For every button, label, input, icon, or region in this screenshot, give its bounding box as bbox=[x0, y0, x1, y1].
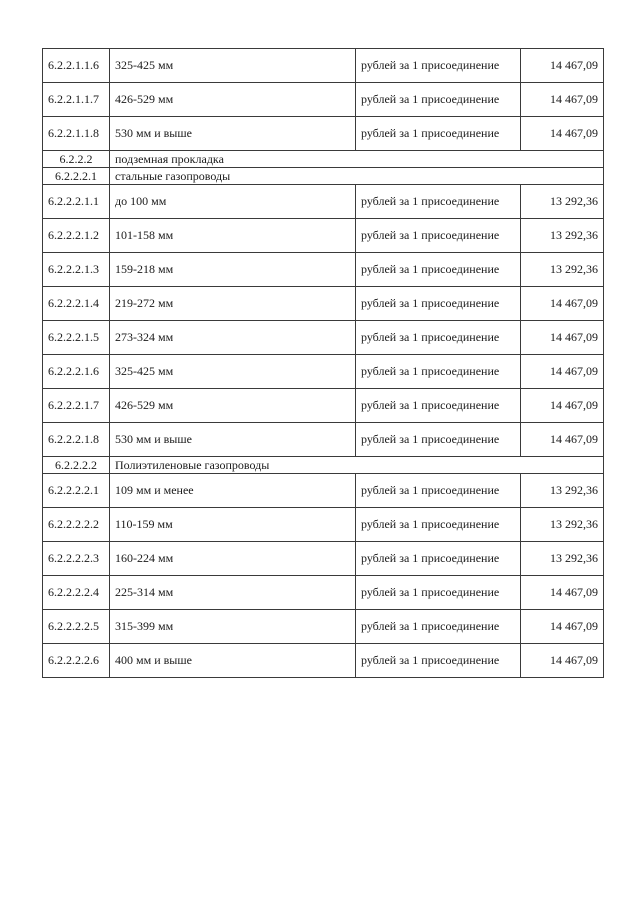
item-code: 6.2.2.2.1.4 bbox=[43, 287, 110, 321]
item-code: 6.2.2.2.2.5 bbox=[43, 610, 110, 644]
table-row bbox=[43, 355, 604, 389]
tariff-price: 14 467,09 bbox=[521, 83, 604, 117]
tariff-price: 13 292,36 bbox=[521, 508, 604, 542]
tariff-price: 14 467,09 bbox=[521, 355, 604, 389]
tariff-price: 14 467,09 bbox=[521, 423, 604, 457]
table-row bbox=[43, 83, 604, 117]
table-row bbox=[43, 49, 604, 83]
table-row bbox=[43, 117, 604, 151]
table-row bbox=[43, 474, 604, 508]
section-header-row bbox=[43, 457, 604, 474]
table-row bbox=[43, 219, 604, 253]
pipe-diameter: 109 мм и менее bbox=[110, 474, 356, 508]
pipe-diameter: 273-324 мм bbox=[110, 321, 356, 355]
item-code: 6.2.2.1.1.7 bbox=[43, 83, 110, 117]
tariff-price: 14 467,09 bbox=[521, 389, 604, 423]
table-row bbox=[43, 423, 604, 457]
tariff-table bbox=[42, 48, 604, 678]
table-row bbox=[43, 644, 604, 678]
unit-of-measure: рублей за 1 присоединение bbox=[356, 542, 521, 576]
tariff-price: 13 292,36 bbox=[521, 185, 604, 219]
section-title: подземная прокладка bbox=[110, 151, 604, 168]
pipe-diameter: 426-529 мм bbox=[110, 83, 356, 117]
item-code: 6.2.2.2.1.1 bbox=[43, 185, 110, 219]
unit-of-measure: рублей за 1 присоединение bbox=[356, 644, 521, 678]
tariff-price: 14 467,09 bbox=[521, 49, 604, 83]
item-code: 6.2.2.2.2.3 bbox=[43, 542, 110, 576]
item-code: 6.2.2.2.1.2 bbox=[43, 219, 110, 253]
pipe-diameter: 530 мм и выше bbox=[110, 423, 356, 457]
table-row bbox=[43, 508, 604, 542]
pipe-diameter: 400 мм и выше bbox=[110, 644, 356, 678]
pipe-diameter: 160-224 мм bbox=[110, 542, 356, 576]
table-row bbox=[43, 253, 604, 287]
pipe-diameter: 315-399 мм bbox=[110, 610, 356, 644]
item-code: 6.2.2.2.1.8 bbox=[43, 423, 110, 457]
tariff-price: 14 467,09 bbox=[521, 576, 604, 610]
pipe-diameter: 530 мм и выше bbox=[110, 117, 356, 151]
tariff-price: 14 467,09 bbox=[521, 321, 604, 355]
unit-of-measure: рублей за 1 присоединение bbox=[356, 355, 521, 389]
item-code: 6.2.2.2.1.5 bbox=[43, 321, 110, 355]
unit-of-measure: рублей за 1 присоединение bbox=[356, 117, 521, 151]
section-header-row bbox=[43, 151, 604, 168]
unit-of-measure: рублей за 1 присоединение bbox=[356, 389, 521, 423]
pipe-diameter: 101-158 мм bbox=[110, 219, 356, 253]
unit-of-measure: рублей за 1 присоединение bbox=[356, 219, 521, 253]
item-code: 6.2.2.2.1.3 bbox=[43, 253, 110, 287]
tariff-price: 14 467,09 bbox=[521, 117, 604, 151]
section-code: 6.2.2.2.1 bbox=[43, 168, 110, 185]
section-title: стальные газопроводы bbox=[110, 168, 604, 185]
unit-of-measure: рублей за 1 присоединение bbox=[356, 576, 521, 610]
section-code: 6.2.2.2.2 bbox=[43, 457, 110, 474]
unit-of-measure: рублей за 1 присоединение bbox=[356, 508, 521, 542]
item-code: 6.2.2.1.1.6 bbox=[43, 49, 110, 83]
pipe-diameter: до 100 мм bbox=[110, 185, 356, 219]
table-row bbox=[43, 576, 604, 610]
item-code: 6.2.2.2.2.2 bbox=[43, 508, 110, 542]
document-page bbox=[42, 48, 604, 678]
pipe-diameter: 426-529 мм bbox=[110, 389, 356, 423]
table-row bbox=[43, 321, 604, 355]
unit-of-measure: рублей за 1 присоединение bbox=[356, 49, 521, 83]
section-title: Полиэтиленовые газопроводы bbox=[110, 457, 604, 474]
table-row bbox=[43, 287, 604, 321]
tariff-price: 13 292,36 bbox=[521, 219, 604, 253]
pipe-diameter: 225-314 мм bbox=[110, 576, 356, 610]
table-row bbox=[43, 542, 604, 576]
item-code: 6.2.2.2.2.1 bbox=[43, 474, 110, 508]
pipe-diameter: 110-159 мм bbox=[110, 508, 356, 542]
table-row bbox=[43, 185, 604, 219]
tariff-price: 13 292,36 bbox=[521, 253, 604, 287]
tariff-price: 14 467,09 bbox=[521, 644, 604, 678]
unit-of-measure: рублей за 1 присоединение bbox=[356, 253, 521, 287]
unit-of-measure: рублей за 1 присоединение bbox=[356, 321, 521, 355]
table-row bbox=[43, 389, 604, 423]
unit-of-measure: рублей за 1 присоединение bbox=[356, 287, 521, 321]
item-code: 6.2.2.1.1.8 bbox=[43, 117, 110, 151]
item-code: 6.2.2.2.2.6 bbox=[43, 644, 110, 678]
section-code: 6.2.2.2 bbox=[43, 151, 110, 168]
tariff-price: 13 292,36 bbox=[521, 542, 604, 576]
unit-of-measure: рублей за 1 присоединение bbox=[356, 423, 521, 457]
tariff-price: 14 467,09 bbox=[521, 610, 604, 644]
unit-of-measure: рублей за 1 присоединение bbox=[356, 83, 521, 117]
pipe-diameter: 219-272 мм bbox=[110, 287, 356, 321]
pipe-diameter: 159-218 мм bbox=[110, 253, 356, 287]
tariff-price: 14 467,09 bbox=[521, 287, 604, 321]
item-code: 6.2.2.2.2.4 bbox=[43, 576, 110, 610]
pipe-diameter: 325-425 мм bbox=[110, 355, 356, 389]
tariff-price: 13 292,36 bbox=[521, 474, 604, 508]
table-row bbox=[43, 610, 604, 644]
unit-of-measure: рублей за 1 присоединение bbox=[356, 474, 521, 508]
pipe-diameter: 325-425 мм bbox=[110, 49, 356, 83]
unit-of-measure: рублей за 1 присоединение bbox=[356, 610, 521, 644]
section-header-row bbox=[43, 168, 604, 185]
unit-of-measure: рублей за 1 присоединение bbox=[356, 185, 521, 219]
tariff-table-body bbox=[43, 49, 604, 678]
item-code: 6.2.2.2.1.7 bbox=[43, 389, 110, 423]
item-code: 6.2.2.2.1.6 bbox=[43, 355, 110, 389]
